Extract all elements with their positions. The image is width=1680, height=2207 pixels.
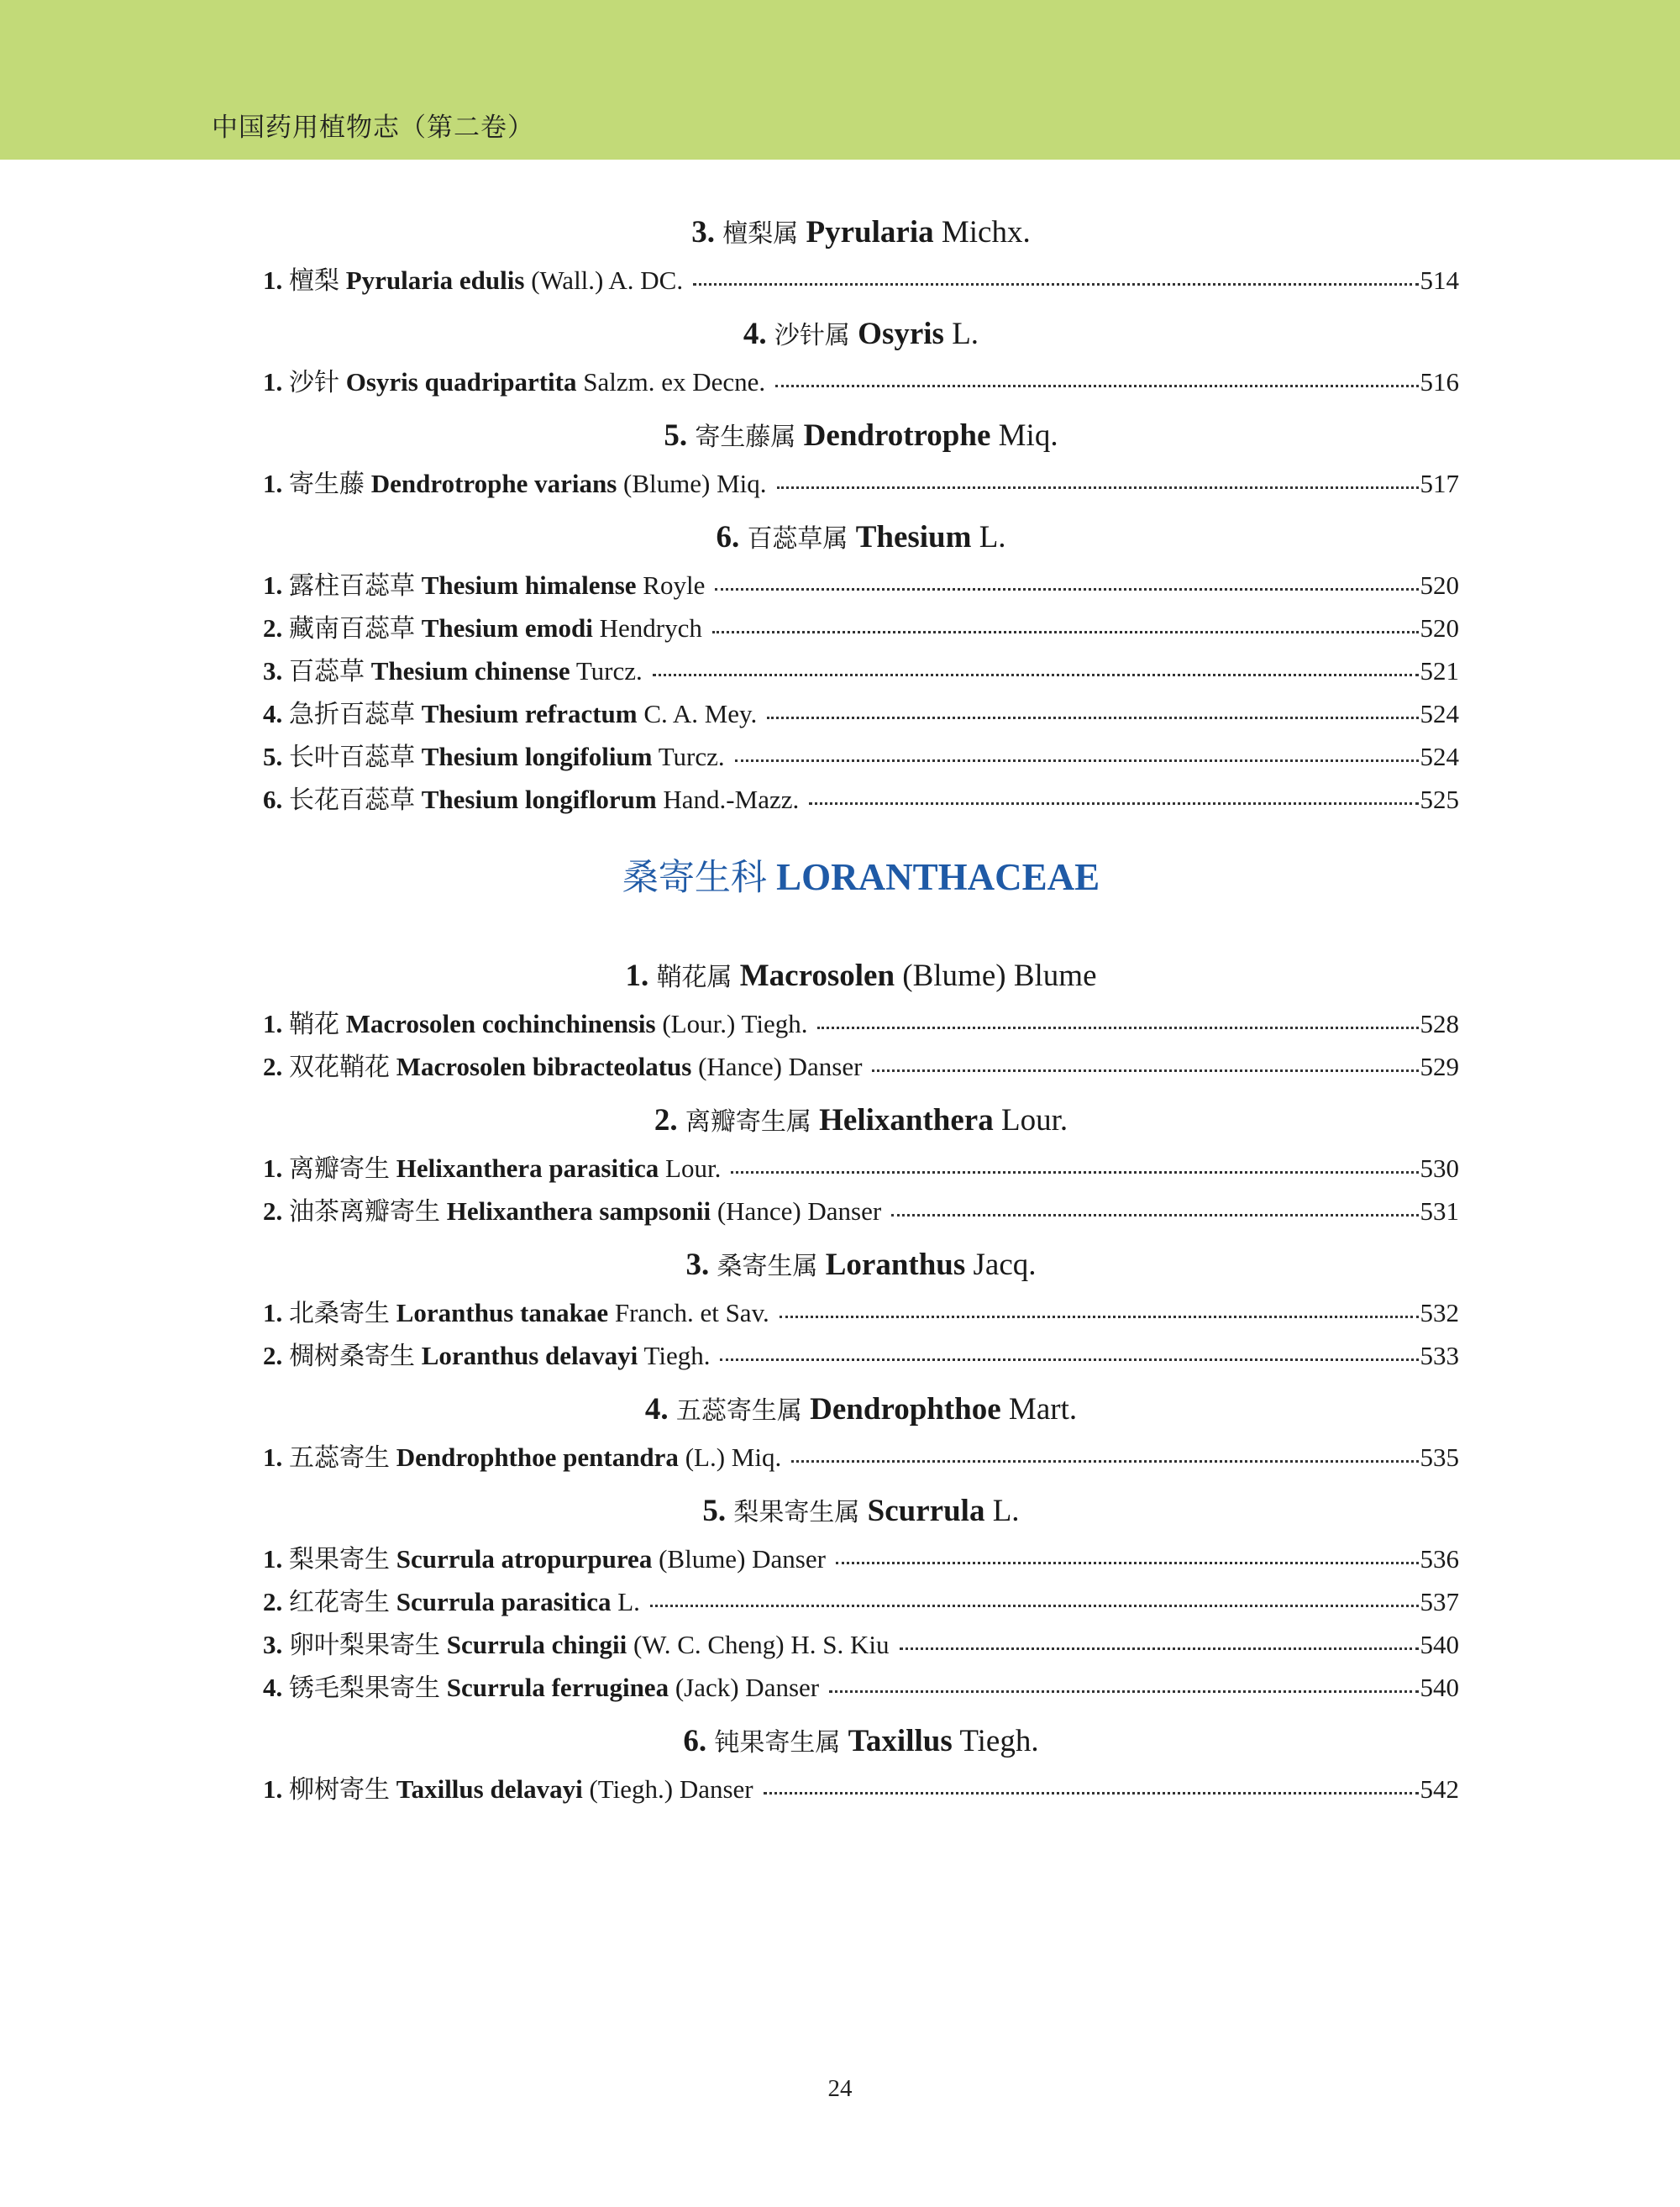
genus-heading xyxy=(263,1716,1459,1768)
genus-number: 2. xyxy=(654,1103,678,1138)
species-name-zh: 长叶百蕊草 xyxy=(289,743,415,772)
page-ref: 535 xyxy=(1420,1442,1459,1472)
species-name-latin: Thesium emodi xyxy=(421,613,593,643)
species-name-zh: 藏南百蕊草 xyxy=(289,614,415,644)
dot-leader xyxy=(720,1358,1418,1361)
dot-leader xyxy=(731,1170,1418,1174)
species-name-zh: 双花鞘花 xyxy=(289,1053,390,1082)
dot-leader xyxy=(777,486,1419,489)
genus-number: 1. xyxy=(625,959,649,993)
entry-text xyxy=(263,778,799,822)
genus-name-latin: Dendrophthoe xyxy=(810,1392,1001,1427)
entry-text xyxy=(263,360,765,404)
entry-number: 2. xyxy=(263,1341,283,1370)
entry-text xyxy=(263,735,725,779)
page-ref: 521 xyxy=(1420,656,1459,686)
dot-leader xyxy=(817,1026,1418,1029)
dot-leader xyxy=(650,1604,1419,1607)
entry-number: 1. xyxy=(263,1774,283,1804)
species-name-zh: 锈毛梨果寄生 xyxy=(289,1674,440,1703)
species-author: (L.) Miq. xyxy=(685,1442,782,1472)
genus-number: 3. xyxy=(691,215,716,250)
table-of-contents xyxy=(263,200,1459,1810)
genus-author: Michx. xyxy=(941,215,1031,250)
family-name-latin: LORANTHACEAE xyxy=(776,856,1100,898)
toc-entry xyxy=(263,360,1459,403)
page-ref: 524 xyxy=(1420,742,1459,771)
genus-heading xyxy=(263,410,1459,462)
genus-heading xyxy=(263,1485,1459,1537)
toc-entry xyxy=(263,1002,1459,1045)
header-band xyxy=(0,0,1680,160)
dot-leader xyxy=(836,1561,1419,1564)
dot-leader xyxy=(712,630,1419,633)
genus-name-latin: Taxillus xyxy=(848,1724,953,1758)
species-author: Tiegh. xyxy=(643,1341,711,1370)
toc-entry xyxy=(263,1291,1459,1334)
toc-entry xyxy=(263,778,1459,821)
entry-number: 2. xyxy=(263,1052,283,1081)
genus-heading xyxy=(263,207,1459,259)
species-name-latin: Scurrula atropurpurea xyxy=(396,1544,653,1574)
species-name-zh: 油茶离瓣寄生 xyxy=(289,1197,440,1227)
entry-number: 5. xyxy=(263,742,283,771)
genus-heading xyxy=(263,1095,1459,1147)
dot-leader xyxy=(900,1647,1419,1650)
entry-number: 2. xyxy=(263,1587,283,1616)
species-name-zh: 北桑寄生 xyxy=(289,1299,390,1328)
genus-name-latin: Pyrularia xyxy=(806,215,934,250)
page-ref: 520 xyxy=(1420,570,1459,600)
dot-leader xyxy=(767,716,1418,719)
genus-name-zh: 钝果寄生属 xyxy=(714,1728,841,1758)
page-ref: 531 xyxy=(1420,1196,1459,1226)
entry-text xyxy=(263,649,643,693)
species-author: (Lour.) Tiegh. xyxy=(662,1009,808,1038)
species-name-zh: 露柱百蕊草 xyxy=(289,571,415,601)
toc-entry xyxy=(263,607,1459,649)
dot-leader xyxy=(715,587,1418,591)
entry-text xyxy=(263,692,757,736)
genus-name-zh: 鞘花属 xyxy=(656,963,732,992)
page-ref: 517 xyxy=(1420,469,1459,498)
species-name-zh: 长花百蕊草 xyxy=(289,786,415,815)
species-author: (Hance) Danser xyxy=(717,1196,882,1226)
species-author: (Jack) Danser xyxy=(675,1673,820,1702)
species-author: (Tiegh.) Danser xyxy=(589,1774,753,1804)
toc-entry xyxy=(263,1537,1459,1580)
genus-name-latin: Osyris xyxy=(858,317,944,351)
page-ref: 532 xyxy=(1420,1298,1459,1327)
entry-number: 4. xyxy=(263,1673,283,1702)
page-ref: 533 xyxy=(1420,1341,1459,1370)
species-name-latin: Taxillus delavayi xyxy=(396,1774,583,1804)
toc-entry xyxy=(263,259,1459,302)
genus-heading xyxy=(263,1239,1459,1291)
toc-entry xyxy=(263,564,1459,607)
genus-author: (Blume) Blume xyxy=(902,959,1097,993)
toc-entry xyxy=(263,692,1459,735)
species-name-latin: Scurrula chingii xyxy=(446,1630,627,1659)
dot-leader xyxy=(829,1689,1418,1693)
dot-leader xyxy=(764,1791,1419,1795)
page-number: 24 xyxy=(827,2075,853,2102)
running-title: 中国药用植物志（第二卷） xyxy=(212,113,534,143)
species-author: Hand.-Mazz. xyxy=(663,785,800,814)
toc-entry xyxy=(263,1768,1459,1810)
entry-text xyxy=(263,462,767,506)
species-author: Turcz. xyxy=(658,742,725,771)
entry-number: 1. xyxy=(263,1298,283,1327)
page-ref: 520 xyxy=(1420,613,1459,643)
genus-number: 5. xyxy=(702,1494,727,1528)
genus-number: 6. xyxy=(683,1724,707,1758)
entry-text xyxy=(263,1666,819,1710)
genus-heading xyxy=(263,1384,1459,1436)
genus-name-zh: 桑寄生属 xyxy=(717,1252,818,1281)
page-ref: 540 xyxy=(1420,1630,1459,1659)
species-author: (Hance) Danser xyxy=(698,1052,863,1081)
species-name-latin: Helixanthera sampsonii xyxy=(446,1196,711,1226)
species-name-zh: 鞘花 xyxy=(289,1010,339,1039)
genus-name-zh: 寄生藤属 xyxy=(695,423,796,452)
page-ref: 540 xyxy=(1420,1673,1459,1702)
entry-number: 6. xyxy=(263,785,283,814)
genus-heading xyxy=(263,950,1459,1002)
species-author: Turcz. xyxy=(575,656,643,686)
species-name-latin: Helixanthera parasitica xyxy=(396,1153,659,1183)
genus-name-latin: Helixanthera xyxy=(819,1103,994,1138)
entry-number: 2. xyxy=(263,1196,283,1226)
genus-number: 3. xyxy=(685,1248,710,1282)
entry-number: 4. xyxy=(263,699,283,728)
species-author: Lour. xyxy=(665,1153,722,1183)
entry-number: 1. xyxy=(263,1442,283,1472)
genus-author: Miq. xyxy=(998,418,1058,453)
species-author: L. xyxy=(617,1587,640,1616)
family-heading xyxy=(263,828,1459,927)
entry-text xyxy=(263,1291,769,1335)
species-name-latin: Loranthus delavayi xyxy=(421,1341,638,1370)
species-name-latin: Scurrula ferruginea xyxy=(446,1673,669,1702)
species-author: (Blume) Danser xyxy=(659,1544,826,1574)
toc-entry xyxy=(263,735,1459,778)
genus-heading xyxy=(263,512,1459,564)
entry-number: 2. xyxy=(263,613,283,643)
species-name-latin: Thesium longiflorum xyxy=(421,785,657,814)
species-name-latin: Macrosolen bibracteolatus xyxy=(396,1052,692,1081)
entry-text xyxy=(263,1190,881,1233)
toc-entry xyxy=(263,649,1459,692)
species-name-latin: Dendrophthoe pentandra xyxy=(396,1442,679,1472)
species-name-latin: Thesium himalense xyxy=(421,570,637,600)
species-name-zh: 红花寄生 xyxy=(289,1588,390,1617)
entry-text xyxy=(263,1580,640,1624)
dot-leader xyxy=(775,384,1418,387)
genus-heading xyxy=(263,308,1459,360)
species-author: C. A. Mey. xyxy=(643,699,758,728)
species-name-zh: 檀梨 xyxy=(289,266,339,296)
species-name-latin: Dendrotrophe varians xyxy=(370,469,617,498)
genus-number: 4. xyxy=(743,317,767,351)
species-name-latin: Osyris quadripartita xyxy=(345,367,577,397)
page-ref: 528 xyxy=(1420,1009,1459,1038)
genus-number: 5. xyxy=(664,418,688,453)
loranthaceae-genera xyxy=(263,950,1459,1810)
toc-entry xyxy=(263,1436,1459,1479)
genus-author: Mart. xyxy=(1008,1392,1078,1427)
santalaceae-genera xyxy=(263,207,1459,821)
species-author: Royle xyxy=(643,570,706,600)
dot-leader xyxy=(891,1213,1418,1216)
toc-entry xyxy=(263,1334,1459,1377)
dot-leader xyxy=(872,1069,1418,1072)
species-name-zh: 离瓣寄生 xyxy=(289,1154,390,1184)
entry-text xyxy=(263,564,705,607)
genus-number: 4. xyxy=(644,1392,669,1427)
species-name-zh: 寄生藤 xyxy=(289,470,365,499)
page-ref: 529 xyxy=(1420,1052,1459,1081)
species-name-latin: Pyrularia edulis xyxy=(345,265,525,295)
entry-number: 1. xyxy=(263,265,283,295)
species-name-zh: 沙针 xyxy=(289,368,339,397)
species-author: (Wall.) A. DC. xyxy=(531,265,684,295)
entry-number: 3. xyxy=(263,656,283,686)
species-name-latin: Thesium refractum xyxy=(421,699,638,728)
species-name-latin: Macrosolen cochinchinensis xyxy=(345,1009,656,1038)
dot-leader xyxy=(693,282,1418,286)
page-ref: 542 xyxy=(1420,1774,1459,1804)
dot-leader xyxy=(735,759,1419,762)
entry-text xyxy=(263,1045,862,1089)
species-name-latin: Loranthus tanakae xyxy=(396,1298,609,1327)
dot-leader xyxy=(791,1459,1418,1463)
species-name-zh: 百蕊草 xyxy=(289,657,365,686)
dot-leader xyxy=(780,1315,1419,1318)
toc-entry xyxy=(263,462,1459,505)
genus-author: L. xyxy=(979,520,1006,554)
toc-entry xyxy=(263,1580,1459,1623)
genus-name-zh: 百蕊草属 xyxy=(747,524,848,554)
species-author: Hendrych xyxy=(599,613,702,643)
genus-name-latin: Macrosolen xyxy=(739,959,895,993)
species-author: Franch. et Sav. xyxy=(614,1298,769,1327)
genus-name-zh: 离瓣寄生属 xyxy=(685,1107,811,1137)
entry-number: 1. xyxy=(263,1153,283,1183)
species-author: (W. C. Cheng) H. S. Kiu xyxy=(633,1630,890,1659)
genus-name-zh: 梨果寄生属 xyxy=(733,1498,860,1527)
species-author: Salzm. ex Decne. xyxy=(583,367,766,397)
toc-entry xyxy=(263,1666,1459,1709)
toc-entry xyxy=(263,1147,1459,1190)
entry-number: 1. xyxy=(263,469,283,498)
entry-number: 1. xyxy=(263,367,283,397)
family-name-zh: 桑寄生科 xyxy=(622,857,767,899)
page-ref: 536 xyxy=(1420,1544,1459,1574)
entry-number: 1. xyxy=(263,570,283,600)
species-author: (Blume) Miq. xyxy=(623,469,767,498)
genus-name-zh: 檀梨属 xyxy=(722,219,799,249)
genus-name-zh: 五蕊寄生属 xyxy=(675,1396,802,1426)
species-name-zh: 柳树寄生 xyxy=(289,1775,390,1805)
page-ref: 514 xyxy=(1420,265,1459,295)
genus-author: L. xyxy=(992,1494,1020,1528)
species-name-zh: 卵叶梨果寄生 xyxy=(289,1631,440,1660)
genus-author: L. xyxy=(952,317,979,351)
entry-text xyxy=(263,1147,721,1190)
entry-text xyxy=(263,1334,710,1378)
species-name-zh: 五蕊寄生 xyxy=(289,1443,390,1473)
entry-text xyxy=(263,1537,826,1581)
species-name-zh: 急折百蕊草 xyxy=(289,700,415,729)
entry-text xyxy=(263,1436,781,1479)
genus-author: Jacq. xyxy=(973,1248,1037,1282)
genus-name-latin: Loranthus xyxy=(825,1248,966,1282)
species-name-latin: Thesium chinense xyxy=(370,656,570,686)
entry-text xyxy=(263,607,702,650)
genus-author: Tiegh. xyxy=(959,1724,1039,1758)
page-ref: 530 xyxy=(1420,1153,1459,1183)
genus-name-latin: Scurrula xyxy=(867,1494,985,1528)
species-name-zh: 椆树桑寄生 xyxy=(289,1342,415,1371)
genus-number: 6. xyxy=(716,520,740,554)
page-ref: 516 xyxy=(1420,367,1459,397)
species-name-zh: 梨果寄生 xyxy=(289,1545,390,1574)
entry-number: 1. xyxy=(263,1009,283,1038)
entry-text xyxy=(263,1768,753,1811)
dot-leader xyxy=(809,801,1418,805)
genus-name-latin: Dendrotrophe xyxy=(803,418,991,453)
entry-text xyxy=(263,1002,807,1046)
entry-text xyxy=(263,259,683,302)
entry-number: 3. xyxy=(263,1630,283,1659)
genus-author: Lour. xyxy=(1000,1103,1068,1138)
toc-entry xyxy=(263,1045,1459,1088)
dot-leader xyxy=(653,673,1419,676)
species-name-latin: Scurrula parasitica xyxy=(396,1587,612,1616)
toc-entry xyxy=(263,1623,1459,1666)
page-ref: 537 xyxy=(1420,1587,1459,1616)
genus-name-zh: 沙针属 xyxy=(774,321,850,350)
genus-name-latin: Thesium xyxy=(855,520,972,554)
species-name-latin: Thesium longifolium xyxy=(421,742,653,771)
entry-number: 1. xyxy=(263,1544,283,1574)
page-ref: 524 xyxy=(1420,699,1459,728)
toc-entry xyxy=(263,1190,1459,1232)
entry-text xyxy=(263,1623,890,1667)
page-ref: 525 xyxy=(1420,785,1459,814)
